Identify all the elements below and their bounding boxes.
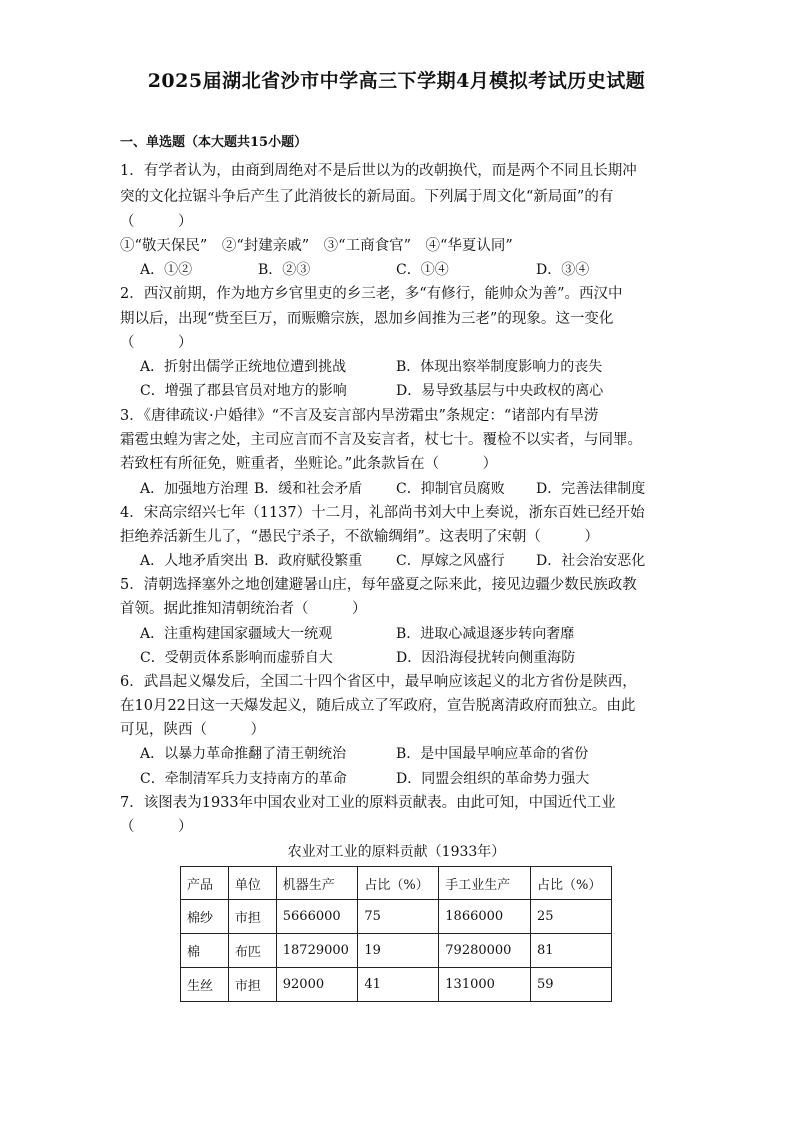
raw-material-table (180, 866, 612, 1002)
q4-line1: 4．宋高宗绍兴七年（1137）十二月，礼部尚书刘大中上奏说，浙东百姓已经开始 (120, 505, 645, 521)
table-cell: 19 (358, 934, 439, 968)
q2-line1: 2．西汉前期，作为地方乡官里吏的乡三老，多“有修行，能帅众为善”。西汉中 (120, 286, 623, 302)
q5-line1: 5．清朝选择塞外之地创建避暑山庄，每年盛夏之际来此，接见边疆少数民族政教 (120, 577, 637, 593)
table-cell: 75 (358, 900, 439, 934)
q6-option-d[interactable]: D．同盟会组织的革命势力强大 (396, 771, 590, 787)
q3-line3: 若致枉有所征免，赃重者，坐赃论。”此条款旨在（ ） (120, 456, 498, 472)
table-cell: 1866000 (439, 900, 531, 934)
q6-option-a[interactable]: A．以暴力革命推翻了清王朝统治 (140, 746, 347, 762)
q5-option-d[interactable]: D．因沿海侵扰转向侧重海防 (396, 650, 576, 666)
q2-option-b[interactable]: B．体现出察举制度影响力的丧失 (396, 359, 603, 375)
q1-line1: 1．有学者认为，由商到周绝对不是后世以为的改朝换代，而是两个不同且长期冲 (120, 163, 637, 179)
q5-option-a[interactable]: A．注重构建国家疆域大一统观 (140, 626, 333, 642)
q5-option-b[interactable]: B．进取心减退逐步转向奢靡 (396, 626, 575, 642)
table-cell: 市担 (228, 900, 276, 934)
table-header-cell: 单位 (228, 867, 276, 900)
q6-line1: 6．武昌起义爆发后，全国二十四个省区中，最早响应该起义的北方省份是陕西， (120, 674, 637, 690)
table-header-cell: 占比（%） (358, 867, 439, 900)
table-cell: 59 (531, 968, 612, 1002)
q1-option-b[interactable]: B．②③ (258, 262, 311, 278)
q5-option-c[interactable]: C．受朝贡体系影响而虚骄自大 (140, 650, 333, 666)
table-cell: 41 (358, 968, 439, 1002)
table-header-cell: 产品 (181, 867, 229, 900)
q1-items: ①“敬天保民” ②“封建亲戚” ③“工商食官” ④“华夏认同” (120, 238, 513, 254)
q4-option-b[interactable]: B．政府赋役繁重 (254, 553, 363, 569)
table-cell: 18729000 (276, 934, 358, 968)
q1-option-a[interactable]: A．①② (140, 262, 193, 278)
q3-option-d[interactable]: D．完善法律制度 (536, 481, 646, 497)
q2-option-a[interactable]: A．折射出儒学正统地位遭到挑战 (140, 359, 347, 375)
q6-option-b[interactable]: B．是中国最早响应革命的省份 (396, 746, 589, 762)
table-row (181, 968, 612, 1002)
q6-line2: 在10月22日这一天爆发起义，随后成立了军政府，宣告脱离清政府而独立。由此 (120, 698, 636, 714)
table-header-cell: 占比（%） (531, 867, 612, 900)
table-row (181, 934, 612, 968)
q1-option-d[interactable]: D．③④ (536, 262, 590, 278)
q2-option-c[interactable]: C．增强了郡县官员对地方的影响 (140, 383, 347, 399)
table-cell: 25 (531, 900, 612, 934)
table-cell: 5666000 (276, 900, 358, 934)
table-header-cell: 机器生产 (276, 867, 358, 900)
q3-line1: 3．《唐律疏议·户婚律》“不言及妄言部内旱涝霜虫”条规定：“诸部内有旱涝 (120, 408, 599, 424)
section-heading: 一、单选题（本大题共15小题） (120, 135, 308, 150)
q6-option-c[interactable]: C．牵制清军兵力支持南方的革命 (140, 771, 347, 787)
q7-line1: 7．该图表为1933年中国农业对工业的原料贡献表。由此可知，中国近代工业 (120, 795, 616, 811)
q4-line2: 拒绝养活新生儿了，“愚民宁杀子，不欲输绸绢”。这表明了宋朝（ ） (120, 529, 599, 545)
q1-line2: 突的文化拉锯斗争后产生了此消彼长的新局面。下列属于周文化“新局面”的有 (120, 189, 614, 205)
q3-option-c[interactable]: C．抑制官员腐败 (396, 481, 505, 497)
table-cell: 92000 (276, 968, 358, 1002)
table-header-cell: 手工业生产 (439, 867, 531, 900)
table-cell: 棉 (181, 934, 229, 968)
q3-option-b[interactable]: B．缓和社会矛盾 (254, 481, 363, 497)
q6-line3: 可见，陕西（ ） (120, 722, 265, 738)
q7-line2: （ ） (120, 819, 193, 835)
table-caption: 农业对工业的原料贡献（1933年） (287, 844, 506, 860)
q2-line2: 期以后，出现“赀至巨万，而赈赡宗族，恩加乡闾推为三老”的现象。这一变化 (120, 311, 614, 327)
q2-option-d[interactable]: D．易导致基层与中央政权的离心 (396, 383, 604, 399)
q2-line3: （ ） (120, 335, 193, 351)
table-cell: 79280000 (439, 934, 531, 968)
table-cell: 131000 (439, 968, 531, 1002)
table-cell: 布匹 (228, 934, 276, 968)
table-row (181, 900, 612, 934)
table-cell: 棉纱 (181, 900, 229, 934)
q3-line2: 霜雹虫蝗为害之处，主司应言而不言及妄言者，杖七十。覆检不以实者，与同罪。 (120, 432, 642, 448)
table-cell: 81 (531, 934, 612, 968)
q4-option-c[interactable]: C．厚嫁之风盛行 (396, 553, 505, 569)
table-cell: 生丝 (181, 968, 229, 1002)
q1-line3: （ ） (120, 214, 193, 230)
q5-line2: 首领。据此推知清朝统治者（ ） (120, 601, 367, 617)
q4-option-d[interactable]: D．社会治安恶化 (536, 553, 646, 569)
q3-option-a[interactable]: A．加强地方治理 (140, 481, 249, 497)
table-header-row (181, 867, 612, 900)
q1-option-c[interactable]: C．①④ (396, 262, 449, 278)
page-title: 2025届湖北省沙市中学高三下学期4月模拟考试历史试题 (147, 70, 646, 92)
q4-option-a[interactable]: A．人地矛盾突出 (140, 553, 249, 569)
table-cell: 市担 (228, 968, 276, 1002)
